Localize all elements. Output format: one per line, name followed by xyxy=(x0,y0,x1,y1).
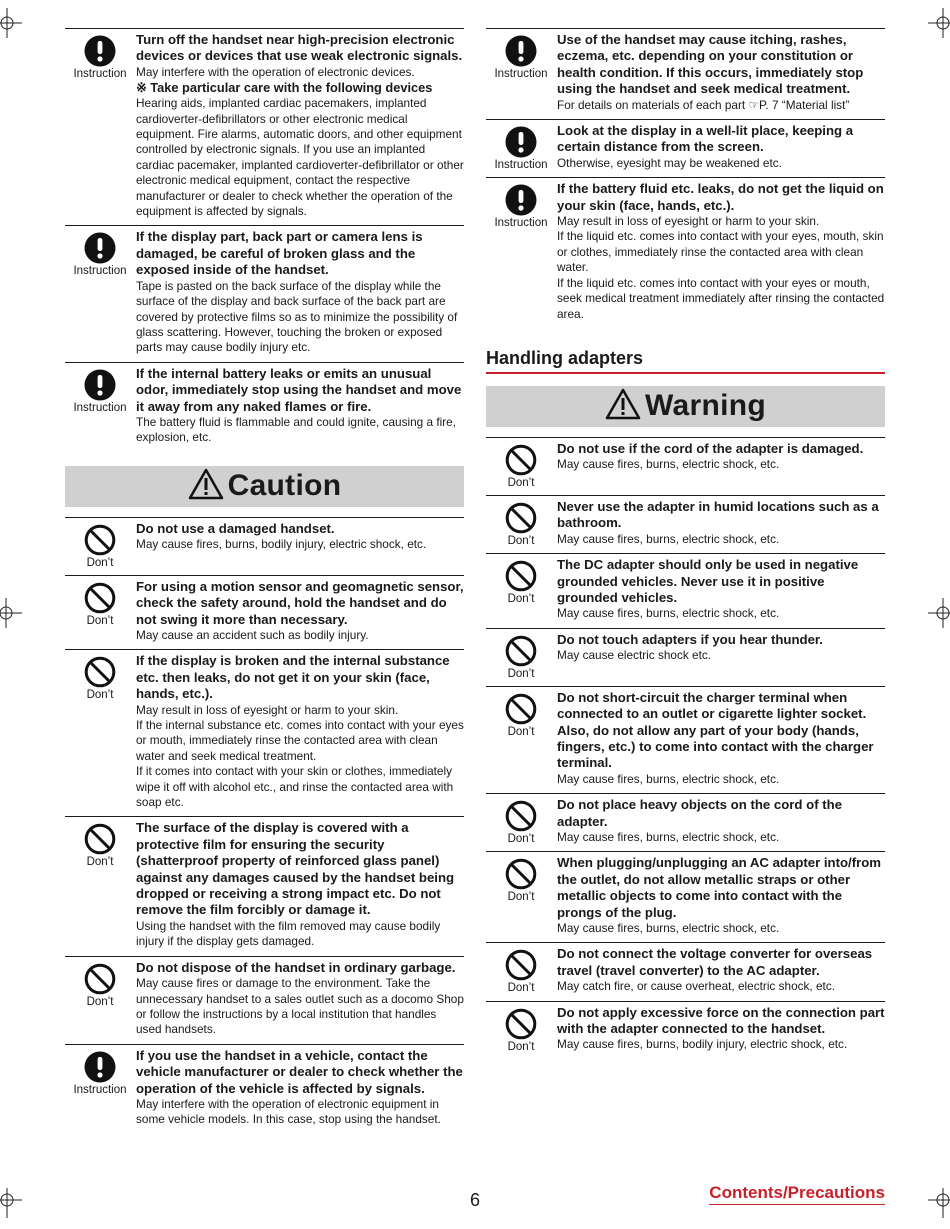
precaution-entry xyxy=(486,942,885,1000)
instruction-icon xyxy=(84,369,116,401)
precaution-entry xyxy=(486,793,885,851)
symbol-cell xyxy=(486,123,556,171)
symbol-label: Don’t xyxy=(86,689,114,702)
banner-title: Caution xyxy=(227,469,342,503)
entry-body: May cause an accident such as bodily injury. xyxy=(136,627,369,642)
entry-heading: If you use the handset in a vehicle, contact the vehicle manufacturer or dealer to check whether the operation of the vehicle is affected by signals. xyxy=(136,1047,463,1096)
entry-body: Otherwise, eyesight may be weakened etc. xyxy=(557,155,782,170)
prohibition-icon xyxy=(84,656,116,688)
symbol-label: Don’t xyxy=(507,725,535,738)
entry-text xyxy=(135,229,464,355)
entry-heading: Use of the handset may cause itching, rashes, eczema, etc. depending on your constitution or health condition. If this occurs, immediately stop using the handset and seek medical treatment. xyxy=(557,32,864,97)
symbol-label: Don’t xyxy=(86,856,114,869)
symbol-cell xyxy=(65,366,135,446)
prohibition-icon xyxy=(84,582,116,614)
left-column xyxy=(65,28,464,1134)
right-bottom-entries xyxy=(486,437,885,1059)
instruction-icon xyxy=(505,35,537,67)
registration-mark xyxy=(0,1188,30,1218)
left-top-entries xyxy=(65,28,464,452)
entry-heading: Look at the display in a well-lit place, keeping a certain distance from the screen. xyxy=(557,123,854,155)
entry-heading: Do not connect the voltage converter for overseas travel (travel converter) to the AC adapter. xyxy=(557,946,873,978)
entry-heading: Turn off the handset near high-precision electronic devices or devices that use weak electronic signals. xyxy=(136,32,463,64)
entry-heading: The surface of the display is covered with a protective film for ensuring the security (shatterproof property of reinforced glass panel) against any damages caused by the handset being dropped or receiving a strong impact etc. Do not remove the film forcibly or damage it. xyxy=(136,820,455,918)
symbol-label: Don’t xyxy=(507,1040,535,1053)
symbol-cell xyxy=(65,820,135,949)
entry-body: May cause fires or damage to the environment. Take the unnecessary handset to a sales outlet such as a docomo Shop or follow the instructions by a local institution that handles used handsets. xyxy=(136,976,464,1037)
entry-heading: For using a motion sensor and geomagnetic sensor, check the safety around, hold the handset and do not swing it more than necessary. xyxy=(136,578,464,627)
entry-text xyxy=(135,366,464,446)
entry-body: May cause fires, burns, electric shock, etc. xyxy=(557,830,780,844)
symbol-cell xyxy=(65,1048,135,1128)
section-title: Handling adapters xyxy=(486,348,885,374)
warning-triangle-icon xyxy=(188,468,224,505)
symbol-label: Instruction xyxy=(494,159,548,172)
entry-text xyxy=(556,441,885,489)
precaution-entry xyxy=(65,517,464,575)
symbol-label: Don’t xyxy=(507,476,535,489)
symbol-cell xyxy=(65,579,135,644)
instruction-icon xyxy=(84,232,116,264)
precaution-entry xyxy=(486,628,885,686)
instruction-icon xyxy=(84,35,116,67)
entry-subheading: ※ Take particular care with the following devices xyxy=(136,80,433,96)
entry-body: May cause fires, burns, electric shock, etc. xyxy=(557,457,780,472)
registration-mark xyxy=(926,598,950,628)
entry-text xyxy=(556,690,885,787)
prohibition-icon xyxy=(505,800,537,832)
symbol-label: Don’t xyxy=(507,982,535,995)
prohibition-icon xyxy=(505,949,537,981)
entry-heading: Do not dispose of the handset in ordinary garbage. xyxy=(136,959,456,975)
entry-body: May cause fires, burns, electric shock, etc. xyxy=(557,531,780,546)
registration-mark xyxy=(0,8,30,38)
entry-text xyxy=(135,521,464,569)
entry-text xyxy=(135,579,464,644)
entry-body: For details on materials of each part ☞P. 7 “Material list” xyxy=(557,97,850,112)
entry-heading: When plugging/unplugging an AC adapter into/from the outlet, do not allow metallic straps or other metallic objects to come into contact with the prongs of the plug. xyxy=(557,855,882,920)
symbol-label: Instruction xyxy=(494,68,548,80)
precaution-entry xyxy=(486,851,885,942)
instruction-icon xyxy=(505,126,537,158)
entry-text xyxy=(135,653,464,810)
entry-body: The battery fluid is flammable and could ignite, causing a fire, explosion, etc. xyxy=(136,414,456,445)
right-top-entries xyxy=(486,28,885,328)
warning-banner xyxy=(486,386,885,427)
entry-text xyxy=(556,946,885,994)
precaution-entry xyxy=(486,437,885,495)
symbol-cell xyxy=(486,632,556,680)
prohibition-icon xyxy=(505,858,537,890)
entry-text xyxy=(556,499,885,547)
symbol-label: Don’t xyxy=(507,534,535,547)
symbol-cell xyxy=(486,181,556,322)
prohibition-icon xyxy=(84,524,116,556)
symbol-label: Instruction xyxy=(73,68,127,80)
entry-body: If the liquid etc. comes into contact with your eyes, mouth, skin or clothes, immediately rinse the contacted area with clean water. xyxy=(557,229,884,275)
entry-heading: Do not apply excessive force on the connection part with the adapter connected to the handset. xyxy=(557,1004,885,1037)
prohibition-icon xyxy=(505,444,537,476)
prohibition-icon xyxy=(505,1008,537,1040)
precaution-entry xyxy=(486,686,885,793)
symbol-label: Don’t xyxy=(86,995,114,1008)
symbol-label: Instruction xyxy=(494,217,548,230)
precaution-entry xyxy=(486,177,885,328)
banner-title: Warning xyxy=(645,389,766,423)
prohibition-icon xyxy=(505,635,537,667)
entry-body: May cause fires, burns, electric shock, etc. xyxy=(557,606,780,621)
precaution-entry xyxy=(65,362,464,452)
symbol-cell xyxy=(486,32,556,113)
right-column xyxy=(486,28,885,1059)
entry-heading: Do not use a damaged handset. xyxy=(136,520,335,536)
registration-mark xyxy=(920,1188,950,1218)
symbol-cell xyxy=(486,797,556,845)
symbol-cell xyxy=(486,855,556,936)
entry-heading: Do not use if the cord of the adapter is damaged. xyxy=(557,440,864,456)
symbol-label: Don’t xyxy=(507,833,535,846)
registration-mark xyxy=(0,598,24,628)
registration-mark xyxy=(926,8,950,38)
precaution-entry xyxy=(486,495,885,553)
entry-body: May cause fires, burns, bodily injury, electric shock, etc. xyxy=(136,537,427,552)
entry-heading: If the internal battery leaks or emits an unusual odor, immediately stop using the handset and move it away from any naked flames or fire. xyxy=(136,365,462,414)
entry-body: Hearing aids, implanted cardiac pacemakers, implanted cardioverter-defibrillators or other electronic medical equipment. Fire alarms, automatic doors, and other equipment controlled by electronic signals. If you use an implanted cardiac pacemaker, implanted cardioverter-defibrillator or other electronic medical equipment, contact the respective manufacturer or dealer to check whether the operation of the equipment is affected by signals. xyxy=(136,96,464,219)
entry-text xyxy=(556,557,885,622)
entry-text xyxy=(556,32,885,113)
symbol-cell xyxy=(65,229,135,355)
entry-heading: The DC adapter should only be used in negative grounded vehicles. Never use it in positive grounded vehicles. xyxy=(557,557,859,605)
prohibition-icon xyxy=(84,963,116,995)
entry-heading: Do not touch adapters if you hear thunder. xyxy=(557,631,823,647)
entry-body: If it comes into contact with your skin or clothes, immediately wipe it off with alcohol etc., and rinse the contacted area with soap etc. xyxy=(136,764,454,810)
symbol-label: Don’t xyxy=(507,667,535,680)
entry-body: Tape is pasted on the back surface of the display while the surface of the display and back surface of the back part are covered by protective films so as to minimize the possibility of glass scattering. However, touching the broken or exposed parts may cause bodily injury etc. xyxy=(136,278,458,355)
entry-text xyxy=(556,632,885,680)
entry-body: May result in loss of eyesight or harm to your skin. xyxy=(136,702,399,717)
prohibition-icon xyxy=(505,502,537,534)
page-number: 6 xyxy=(469,1190,480,1210)
precaution-entry xyxy=(65,28,464,225)
entry-heading: Do not short-circuit the charger terminal when connected to an outlet or cigarette lighter socket. Also, do not allow any part of your body (hands, fingers, etc.) to come into contact with the charger terminal. xyxy=(557,689,874,771)
precaution-entry xyxy=(486,119,885,177)
prohibition-icon xyxy=(505,560,537,592)
symbol-cell xyxy=(486,441,556,489)
entry-body: May interfere with the operation of electronic devices. xyxy=(136,64,415,79)
symbol-label: Don’t xyxy=(507,593,535,606)
entry-body: May interfere with the operation of electronic equipment in some vehicle models. In this case, stop using the handset. xyxy=(136,1096,441,1127)
precaution-entry xyxy=(65,1044,464,1134)
precaution-entry xyxy=(486,553,885,628)
symbol-label: Don’t xyxy=(86,614,114,627)
entry-body: May cause electric shock etc. xyxy=(557,648,712,663)
symbol-label: Instruction xyxy=(73,401,127,414)
entry-body: May catch fire, or cause overheat, electric shock, etc. xyxy=(557,979,835,994)
entry-body: Using the handset with the film removed may cause bodily injury if the display gets damaged. xyxy=(136,918,441,949)
entry-body: If the liquid etc. comes into contact with your eyes or mouth, seek medical treatment immediately after rinsing the contacted area. xyxy=(557,275,885,321)
entry-text xyxy=(556,1005,885,1053)
entry-body: May cause fires, burns, electric shock, etc. xyxy=(557,921,780,936)
entry-text xyxy=(135,960,464,1038)
entry-heading: Do not place heavy objects on the cord of the adapter. xyxy=(557,797,843,829)
precaution-entry xyxy=(65,575,464,650)
instruction-icon xyxy=(505,184,537,216)
entry-text xyxy=(135,1048,464,1128)
precaution-entry xyxy=(486,28,885,119)
symbol-label: Don’t xyxy=(507,891,535,904)
entry-text xyxy=(556,181,885,322)
instruction-icon xyxy=(84,1051,116,1083)
entry-text xyxy=(556,797,885,845)
caution-banner xyxy=(65,466,464,507)
left-bottom-entries xyxy=(65,517,464,1134)
prohibition-icon xyxy=(84,823,116,855)
symbol-cell xyxy=(65,960,135,1038)
entry-text xyxy=(556,123,885,171)
warning-triangle-icon xyxy=(605,388,641,425)
contents-precautions-link[interactable]: Contents/Precautions xyxy=(709,1183,885,1205)
entry-body: May cause fires, burns, bodily injury, electric shock, etc. xyxy=(557,1037,848,1052)
symbol-label: Instruction xyxy=(73,265,127,278)
entry-body: May cause fires, burns, electric shock, etc. xyxy=(557,771,780,786)
entry-heading: If the display part, back part or camera lens is damaged, be careful of broken glass and the exposed inside of the handset. xyxy=(136,229,423,278)
entry-text xyxy=(556,855,885,936)
precaution-entry xyxy=(65,816,464,955)
entry-body: May result in loss of eyesight or harm to your skin. xyxy=(557,214,820,229)
entry-text xyxy=(135,32,464,219)
symbol-cell xyxy=(486,557,556,622)
entry-text xyxy=(135,820,464,949)
symbol-cell xyxy=(486,499,556,547)
entry-heading: Never use the adapter in humid locations such as a bathroom. xyxy=(557,498,879,531)
symbol-label: Don’t xyxy=(86,556,114,569)
precaution-entry xyxy=(486,1001,885,1059)
symbol-cell xyxy=(486,946,556,994)
precaution-entry xyxy=(65,649,464,816)
entry-heading: If the battery fluid etc. leaks, do not get the liquid on your skin (face, hands, etc.). xyxy=(557,181,884,213)
prohibition-icon xyxy=(505,693,537,725)
symbol-cell xyxy=(486,1005,556,1053)
precaution-entry xyxy=(65,225,464,361)
entry-body: If the internal substance etc. comes into contact with your eyes or mouth, immediately rinse the contacted area with clean water and seek medical treatment. xyxy=(136,718,464,763)
entry-heading: If the display is broken and the internal substance etc. then leaks, do not get it on your skin (face, hands, etc.). xyxy=(136,653,450,702)
symbol-cell xyxy=(486,690,556,787)
symbol-cell xyxy=(65,653,135,810)
precaution-entry xyxy=(65,956,464,1044)
symbol-label: Instruction xyxy=(73,1083,127,1096)
symbol-cell xyxy=(65,32,135,219)
symbol-cell xyxy=(65,521,135,569)
